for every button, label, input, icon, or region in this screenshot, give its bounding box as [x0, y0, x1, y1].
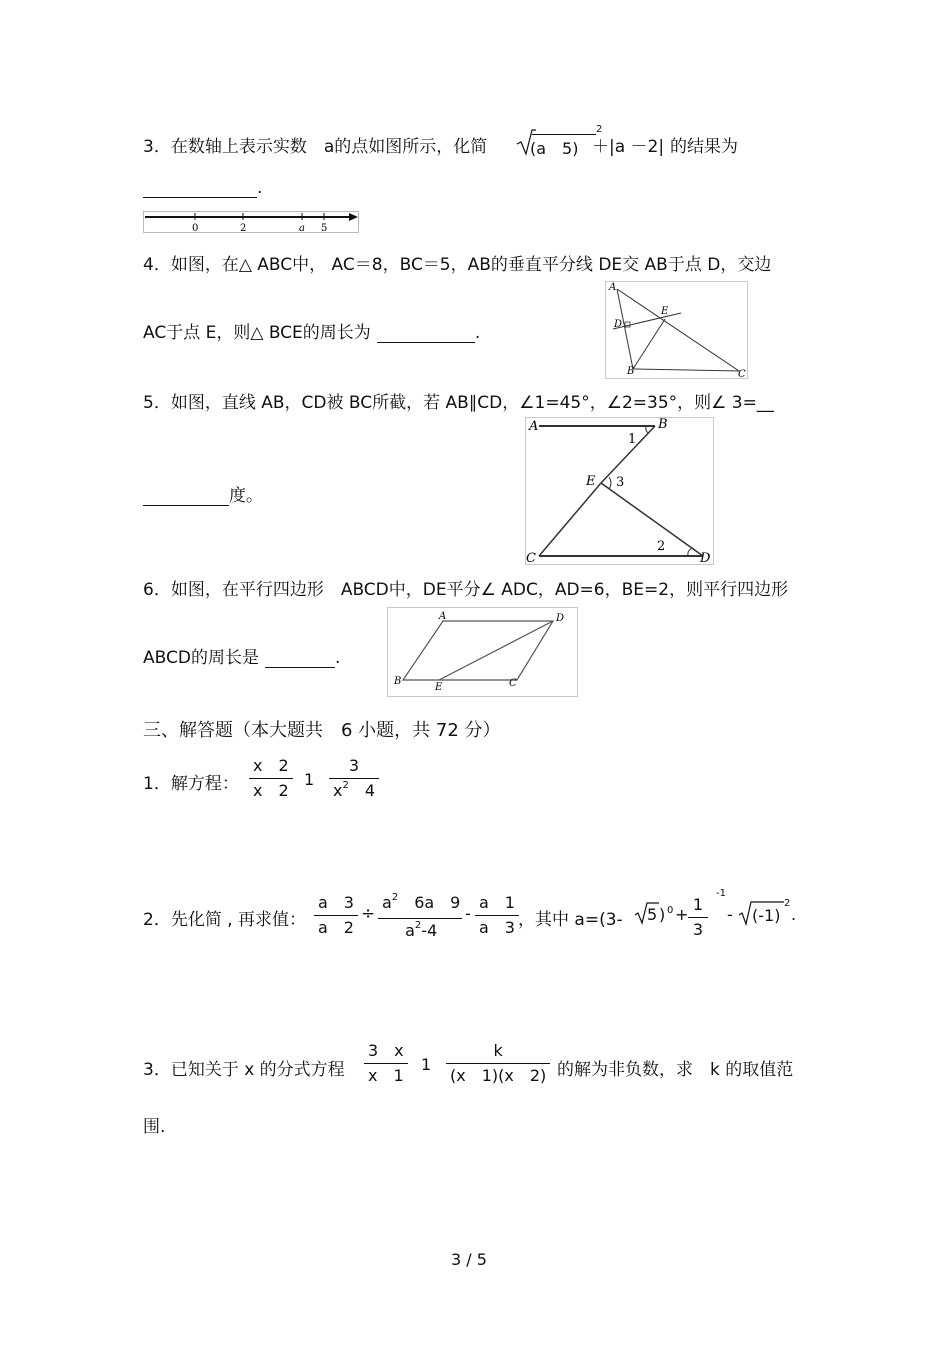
p2-f1-num: a 3 [318, 893, 354, 912]
q4-line2 [143, 318, 480, 343]
fig4-label-d: D [614, 319, 623, 330]
p2-minus: - [465, 904, 471, 923]
p3-mid: 1 [421, 1055, 432, 1074]
p2-label: 2．先化简 , 再求值： [143, 910, 307, 930]
fig5-label-e: E [586, 474, 596, 489]
p3-text: 的解为非负数，求 k 的取值范 [557, 1060, 794, 1080]
q3-text2: 的点如图所示，化简 [334, 137, 488, 157]
q3-abs: ＋|a －2| [592, 137, 665, 157]
p2-f1-den: a 2 [318, 918, 354, 937]
p2-neg1-exp: -1 [716, 888, 726, 899]
fig5-label-1: 1 [628, 432, 637, 447]
p2-sqrt-neg1 [738, 900, 792, 928]
p2-f2-den-exp: 2 [414, 920, 422, 931]
fig5-label-c: C [526, 551, 536, 565]
q4-text: AC于点 E，则△ BCE的周长为 [143, 323, 371, 343]
p2-fraction-1 [314, 893, 358, 938]
p2-dash: - [727, 905, 733, 924]
fig4-label-a: A [609, 282, 617, 293]
p2-div: ÷ [361, 904, 376, 924]
nl-label-a: a [299, 223, 305, 233]
p2-f4-num: 1 [692, 895, 704, 914]
q3-period: . [257, 178, 263, 198]
p3-f1-den: x 1 [368, 1066, 404, 1085]
p1-fraction-2 [329, 756, 379, 804]
fig5-label-b: B [658, 417, 668, 432]
number-line-figure [143, 211, 361, 233]
p2-zero-exp: 0 [667, 905, 674, 916]
fig5-label-a: A [529, 419, 539, 434]
p1-mid: 1 [304, 770, 315, 789]
nl-label-5: 5 [321, 223, 328, 233]
p2-plus: + [675, 905, 689, 924]
q6-line1: 6．如图，在平行四边形 ABCD中，DE平分∠ ADC，AD=6，BE=2，则平行四边形 [143, 580, 789, 600]
q4-line1: 4．如图，在△ ABC中， AC＝8，BC＝5，AB的垂直平分线 DE交 AB于点 D，交边 [143, 255, 772, 275]
fig5-label-3: 3 [616, 475, 625, 490]
p1-f1-den: x 2 [253, 781, 289, 800]
q3-radicand: (a 5) [530, 139, 579, 158]
p1-label: 1．解方程： [143, 774, 239, 794]
parallel-lines-figure [525, 417, 714, 565]
q4-period: . [474, 323, 481, 343]
p1-f2-num: 3 [348, 756, 360, 775]
p2-f4-den: 3 [692, 920, 704, 939]
q6-line2 [143, 643, 340, 668]
p2-f2-num-exp: 2 [391, 892, 399, 903]
p2-f2-num: a [382, 893, 392, 912]
p3-f1-num: 3 x [368, 1041, 404, 1060]
fig5-label-2: 2 [657, 539, 666, 554]
p2-fraction-4 [688, 895, 708, 940]
triangle-abc-figure [605, 281, 748, 379]
p1-fraction-1 [249, 756, 293, 801]
q5-line1: 5．如图，直线 AB，CD被 BC所截，若 AB∥CD，∠1=45°，∠2=35°，则∠ 3=__ [143, 393, 774, 413]
p2-sqrt5-val: 5 [647, 905, 658, 924]
p2-fraction-2 [378, 893, 464, 944]
p1-f2-den: x [333, 781, 343, 800]
fig4-label-b: B [627, 366, 635, 377]
p1-f1-num: x 2 [253, 756, 289, 775]
parallelogram-figure [387, 607, 578, 697]
p3-label: 3．已知关于 x 的分式方程 [143, 1060, 345, 1080]
p2-sqrt5 [634, 901, 660, 927]
q3-var: a [323, 137, 335, 157]
fig6-label-b: B [394, 676, 402, 687]
p2-f2-num-tail: 6a 9 [398, 893, 461, 912]
p2-f2-den-tail: -4 [421, 921, 438, 940]
nl-label-0: 0 [192, 223, 199, 233]
p1-f2-den-tail: 4 [348, 781, 376, 800]
p3-fraction-2 [446, 1041, 550, 1086]
p2-f2-den: a [405, 921, 415, 940]
fig4-label-e: E [661, 306, 669, 317]
q3-number: 3． [143, 137, 171, 157]
q3-text4: 的结果为 [670, 137, 738, 157]
q3-answer-line [143, 178, 262, 198]
fig6-label-c: C [509, 678, 517, 689]
p2-f3-num: a 1 [479, 893, 515, 912]
nl-label-2: 2 [240, 223, 247, 233]
p2-close: ) [659, 905, 666, 924]
p2-rad2-exp: 2 [784, 898, 791, 909]
section-heading: 三、解答题（本大题共 6 小题，共 72 分） [143, 720, 501, 741]
p3-fraction-1 [364, 1041, 408, 1086]
p2-f3-den: a 3 [479, 918, 515, 937]
page-number: 3 / 5 [451, 1250, 487, 1269]
fig6-label-a: A [439, 611, 447, 622]
q3-rad-exp: 2 [596, 124, 603, 135]
q6-period: . [334, 648, 341, 668]
q5-unit: 度。 [229, 486, 263, 506]
fig4-label-c: C [738, 369, 746, 379]
p2-where: ，其中 a=(3- [518, 910, 623, 930]
q3-line1 [143, 132, 487, 157]
q5-line2 [143, 481, 263, 506]
p1-f2-exp: 2 [342, 780, 349, 791]
q3-text1: 在数轴上表示实数 [170, 137, 307, 157]
p2-fraction-3 [475, 893, 519, 938]
fig5-label-d: D [700, 551, 711, 565]
p3-f2-den: (x 1)(x 2) [450, 1066, 547, 1085]
fig6-label-d: D [556, 613, 565, 624]
p2-period: . [791, 905, 797, 924]
p2-rad2: (-1) [752, 906, 781, 925]
p3-f2-num: k [493, 1041, 503, 1060]
fig6-label-e: E [435, 682, 443, 693]
q6-text: ABCD的周长是 [143, 648, 259, 668]
p3-line2: 围. [143, 1117, 166, 1137]
